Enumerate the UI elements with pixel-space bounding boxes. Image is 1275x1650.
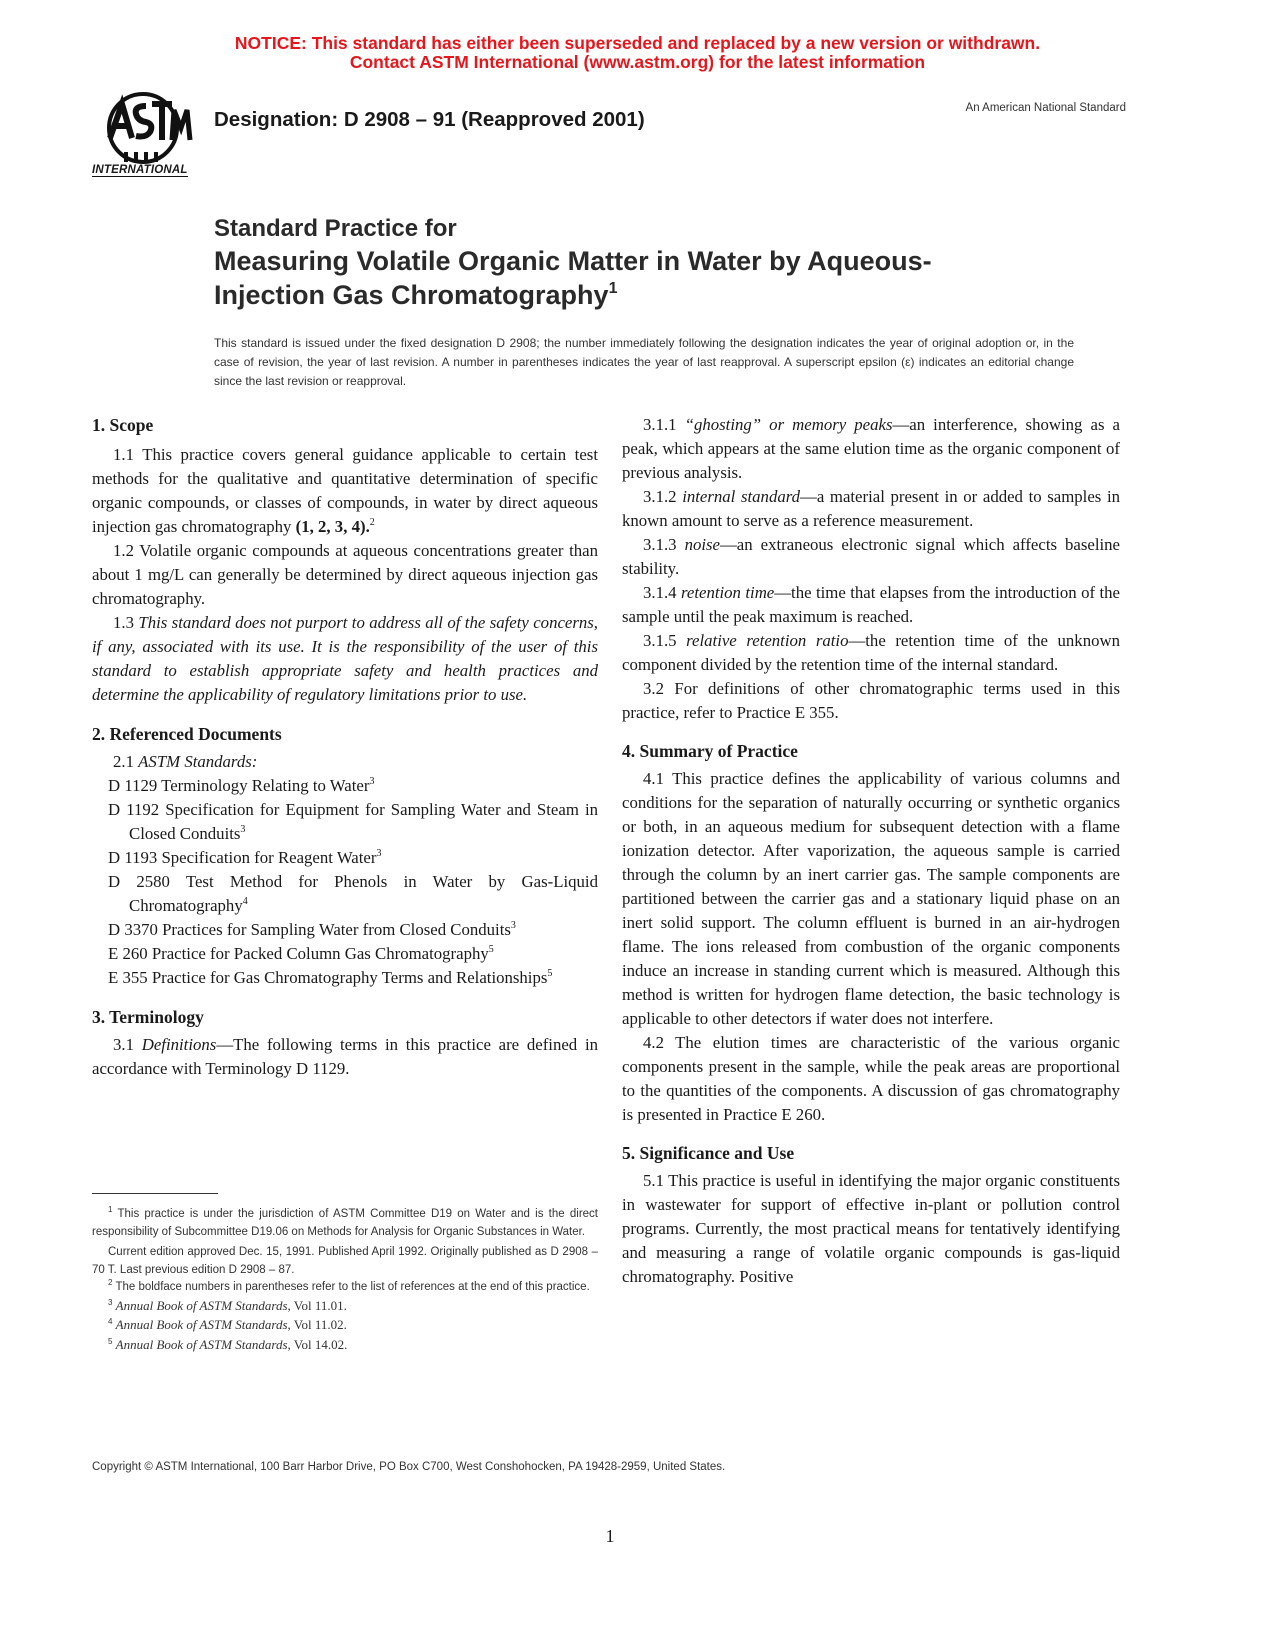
footnote-ref-2: 2 — [369, 517, 375, 528]
paragraph-2-1-text: ASTM Standards: — [138, 752, 258, 771]
notice-line-1: NOTICE: This standard has either been superseded and replaced by a new version or withdrawn. — [234, 33, 1041, 53]
footnotes — [92, 1206, 598, 1355]
title-main — [214, 244, 1014, 312]
reference-item: D 1193 Specification for Reagent Water$^3$ — [108, 848, 382, 867]
left-column — [92, 413, 598, 1081]
withdrawal-notice — [0, 34, 1275, 72]
title-footnote-mark: 1 — [608, 280, 618, 297]
astm-logo — [88, 90, 198, 182]
paragraph-3-1-3: 3.1.3 noise—an extraneous electronic signal which affects baseline stability. — [622, 535, 1120, 578]
title-line-1: Standard Practice for — [214, 215, 457, 242]
reference-item: E 260 Practice for Packed Column Gas Chromatography$^5$ — [108, 944, 494, 963]
paragraph-2-1 — [92, 750, 598, 774]
title-main-text: Measuring Volatile Organic Matter in Water by Aqueous-Injection Gas Chromatography — [214, 246, 932, 310]
footnote-5: $^5$ Annual Book of ASTM Standards, Vol 14.02. — [108, 1336, 348, 1352]
footnote-1-edition: Current edition approved Dec. 15, 1991. Published April 1992. Originally published as D 2908 – 70 T. Last previous edition D 2908 – 87. — [92, 1246, 598, 1276]
paragraph-4-2: 4.2 The elution times are characteristic of the various organic components present in the sample, while the peak areas are proportional to the quantities of the components. A discussion of gas chromatography is presented in Practice E 260. — [622, 1033, 1120, 1124]
paragraph-5-1: 5.1 This practice is useful in identifying the major organic constituents in wastewater for support of effective in-plant or pollution control programs. Currently, the most practical means for tentatively identifying and measuring a range of volatile organic compounds is gas-liquid chromatography. Positive — [622, 1171, 1120, 1286]
section-heading-summary-of-practice: 4. Summary of Practice — [622, 741, 798, 761]
paragraph-1-1 — [92, 443, 598, 539]
footnote-divider — [92, 1193, 218, 1194]
footnote-3: $^3$ Annual Book of ASTM Standards, Vol 11.01. — [108, 1297, 347, 1313]
paragraph-1-2: 1.2 Volatile organic compounds at aqueous concentrations greater than about 1 mg/L can generally be determined by direct aqueous injection gas chromatography. — [92, 541, 598, 608]
paragraph-3-1-2: 3.1.2 internal standard—a material present in or added to samples in known amount to serve as a reference measurement. — [622, 487, 1121, 530]
paragraph-1-1-text: 1.1 This practice covers general guidance applicable to certain test methods for the qualitative and quantitative determination of specific organic compounds, or classes of compounds, in water by direct aqueous injection gas chromatography — [92, 445, 598, 536]
paragraph-3-1-4: 3.1.4 retention time—the time that elapses from the introduction of the sample until the peak maximum is reached. — [622, 583, 1120, 626]
national-standard-label: An American National Standard — [965, 102, 1126, 114]
paragraph-2-1-number: 2.1 — [113, 752, 139, 771]
paragraph-1-3-number: 1.3 — [113, 613, 139, 632]
referenced-documents-list — [92, 774, 598, 990]
paragraph-3-2: 3.2 For definitions of other chromatographic terms used in this practice, refer to Practice E 355. — [622, 679, 1120, 722]
reference-item: D 2580 Test Method for Phenols in Water by Gas-Liquid Chromatography$^4$ — [108, 872, 598, 915]
page-number: 1 — [605, 1526, 615, 1546]
issued-note: This standard is issued under the fixed designation D 2908; the number immediately following the designation indicates the year of original adoption or, in the case of revision, the year of last revision. A number in parentheses indicates the year of last reapproval. A superscript epsilon (ε) indicates an editorial change since the last revision or reapproval. — [214, 336, 1074, 388]
paragraph-3-1-1: 3.1.1 “ghosting” or memory peaks—an interference, showing as a peak, which appears at the same elution time as the organic component of previous analysis. — [622, 415, 1120, 482]
designation: Designation: D 2908 – 91 (Reapproved 2001) — [214, 108, 645, 131]
paragraph-1-3-text: This standard does not purport to address all of the safety concerns, if any, associated with its use. It is the responsibility of the user of this standard to establish appropriate safety and health practices and determine the applicability of regulatory limitations prior to use. — [92, 613, 599, 704]
paragraph-4-1: 4.1 This practice defines the applicability of various columns and conditions for the separation of naturally occurring or synthetic organics or both, in an aqueous medium for subsequent detection with a flame ionization detector. After vaporization, the aqueous sample is carried through the column by an inert carrier gas. The sample components are partitioned between the carrier gas and a stationary liquid phase on an inert solid support. The column effluent is burned in an air-hydrogen flame. The ions released from combustion of the organic components induce an increase in standing current which is measured. Although this method is written for hydrogen flame detection, the basic technology is applicable to other detectors if water does not interfere. — [622, 769, 1120, 1028]
reference-item: D 1129 Terminology Relating to Water$^3$ — [108, 776, 375, 795]
paragraph-3-1-5: 3.1.5 relative retention ratio—the retention time of the unknown component divided by the retention time of the internal standard. — [622, 631, 1120, 674]
reference-item: D 3370 Practices for Sampling Water from Closed Conduits$^3$ — [108, 920, 516, 939]
logo-wordmark: INTERNATIONAL — [92, 164, 188, 176]
section-heading-terminology: 3. Terminology — [92, 1007, 204, 1027]
notice-line-2: Contact ASTM International (www.astm.org) for the latest information — [349, 52, 926, 72]
reference-numbers: (1, 2, 3, 4). — [295, 517, 370, 536]
footnote-1: $^1$ This practice is under the jurisdiction of ASTM Committee D19 on Water and is the direct responsibility of Subcommittee D19.06 on Methods for Analysis for Organic Substances in Water. — [92, 1205, 598, 1238]
copyright-notice: Copyright © ASTM International, 100 Barr Harbor Drive, PO Box C700, West Conshohocken, PA 19428-2959, United States. — [92, 1461, 726, 1473]
section-heading-referenced-documents: 2. Referenced Documents — [92, 724, 282, 744]
reference-item: E 355 Practice for Gas Chromatography Terms and Relationships$^5$ — [108, 968, 553, 987]
paragraph-1-3 — [92, 611, 598, 707]
paragraph-3-1: 3.1 Definitions—The following terms in this practice are defined in accordance with Terminology D 1129. — [92, 1035, 598, 1078]
document-title — [214, 214, 1014, 312]
section-heading-scope: 1. Scope — [92, 415, 154, 435]
reference-item: D 1192 Specification for Equipment for Sampling Water and Steam in Closed Conduits$^3$ — [108, 800, 598, 843]
footnote-4: $^4$ Annual Book of ASTM Standards, Vol 11.02. — [108, 1317, 347, 1332]
footnote-2: $^2$ The boldface numbers in parentheses refer to the list of references at the end of this practice. — [108, 1278, 590, 1293]
right-column — [622, 413, 1120, 1289]
section-heading-significance-and-use: 5. Significance and Use — [622, 1143, 795, 1163]
